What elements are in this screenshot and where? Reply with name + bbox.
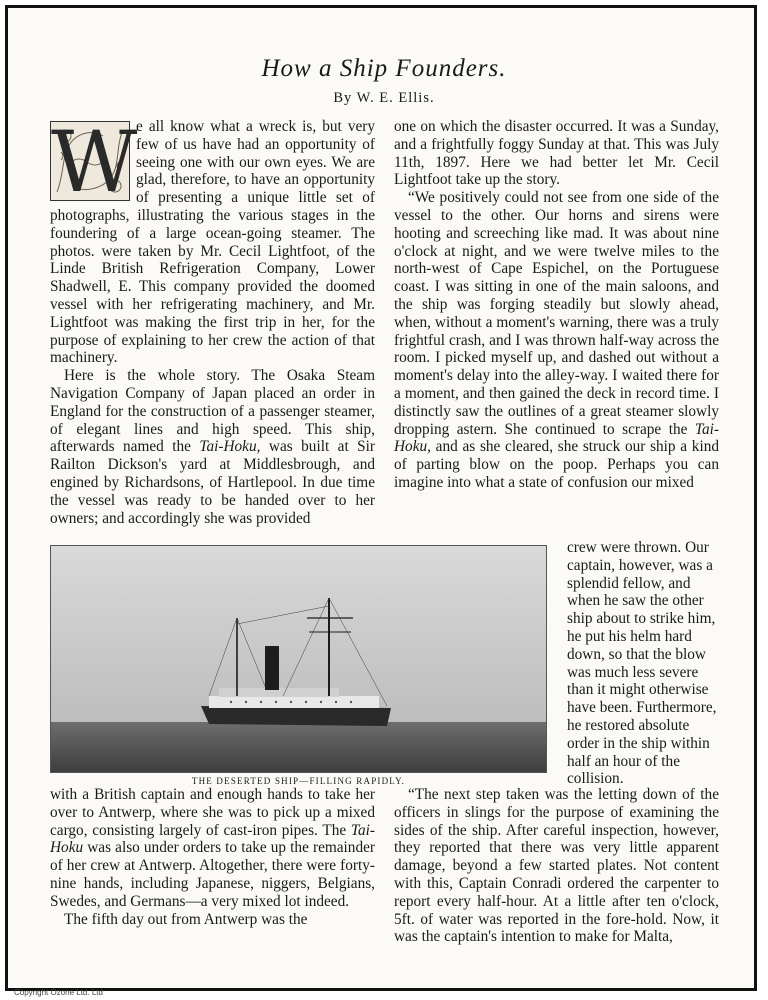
article-byline: By W. E. Ellis. — [333, 90, 435, 106]
paragraph-captain: crew were thrown. Our captain, however, was a splendid fellow, and when he saw the other ship about to strike him, he put his helm hard down, so that the blow was much less severe than it might otherwise have been. Furthermore, he restored absolute order in the ship within half an hour of the collision. — [567, 539, 717, 788]
article-title: How a Ship Founders. — [261, 55, 507, 82]
ship-photograph — [50, 545, 547, 773]
copyright-footer: Copyright Ozone Ltd. Ltd — [14, 988, 103, 997]
paragraph-crew-text-b: was also under orders to take up the remainder of her crew at Antwerp. Altogether, there were forty-nine hands, including Japanese, niggers, Belgians, Swedes, and Germans—a very mixed lot indeed. — [50, 839, 375, 910]
paragraph-crew — [50, 786, 375, 911]
figure-caption: THE DESERTED SHIP—FILLING RAPIDLY. — [191, 776, 406, 786]
paragraph-lightfoot-text-b: , and as she cleared, she struck our ship a kind of parting blow on the poop. Perhaps you can imagine into what a state of confusion our mixed — [394, 438, 719, 491]
paragraph-story-text-b: , was built at Sir Railton Dickson's yard at Middlesbrough, and engined by Richardsons, of Hartlepool. In due time the vessel was ready to be handed over to her owners; and accordingly she was provided — [50, 438, 375, 527]
paragraph-lightfoot-text-a: “We positively could not see from one side of the vessel to the other. Our horns and sirens were hooting and screeching like mad. It was about nine o'clock at night, and we were twelve miles to the north-west of Cape Espichel, on the Portuguese coast. I was sitting in one of the main saloons, and the ship was forging steadily but slowly ahead, when, without a moment's warning, there was a truly frightful crash, and I was thrown half-way across the room. I picked myself up, and dashed out without a moment's delay into the alley-way. I waited there for a moment, and then gained the deck in record time. I distinctly saw the outlines of a great steamer slowly dropping astern. She continued to scrape the — [394, 189, 719, 438]
paragraph-lightfoot-account — [394, 189, 719, 492]
right-column-bottom — [394, 786, 719, 946]
paragraph-fifth-day: The fifth day out from Antwerp was the — [64, 910, 308, 928]
right-column-top — [394, 118, 719, 492]
drop-cap-ornament — [50, 113, 138, 211]
paragraph-disaster-date: one on which the disaster occurred. It was a Sunday, and a frightfully foggy Sunday at that. This was July 11th, 1897. Here we had better let Mr. Cecil Lightfoot take up the story. — [394, 118, 719, 189]
paragraph-story-text-a: Here is the whole story. The Osaka Steam Navigation Company of Japan placed an order in England for the construction of a passenger steamer, of elegant lines and high speed. This ship, afterwards named the — [50, 367, 375, 456]
ship-funnel — [265, 646, 279, 690]
right-column-narrow — [567, 539, 719, 788]
ship-name: Tai-Hoku — [394, 420, 719, 456]
drop-cap-letter: W — [51, 113, 138, 211]
paragraph-story — [50, 367, 375, 527]
paragraph-next-step: “The next step taken was the letting down of the officers in slings for the purpose of examining the sides of the ship. After careful inspection, however, they reported that there was very little apparent damage, beyond a few started plates. Not content with this, Captain Conradi ordered the carpenter to report every half-hour. At a little after ten o'clock, 5ft. of water was reported in the fore-hold. Now, it was the captain's intention to make for Malta, — [394, 786, 719, 946]
paragraph-intro: e all know what a wreck is, but very few of us have had an opportunity of seeing one with our own eyes. We are glad, therefore, to have an opportunity of presenting a unique little set of photographs, illustrating the various stages in the foundering of a large ocean-going steamer. The photos. were taken by Mr. Cecil Lightfoot, of the Linde British Refrigeration Company, Lower Shadwell, E. This company provided the doomed vessel with her refrigerating machinery, and Mr. Lightfoot was making the first trip in her, for the purpose of explaining to her crew the action of that machinery. — [50, 118, 375, 367]
left-column-top — [50, 113, 375, 527]
ship-name: Tai-Hoku — [50, 821, 375, 857]
ship-hull — [201, 706, 391, 726]
paragraph-crew-text-a: with a British captain and enough hands to take her over to Antwerp, where she was to pick up a mixed cargo, consisting largely of cast-iron pipes. The — [50, 786, 375, 839]
ship-name: Tai-Hoku — [199, 438, 257, 456]
left-column-bottom — [50, 786, 375, 928]
